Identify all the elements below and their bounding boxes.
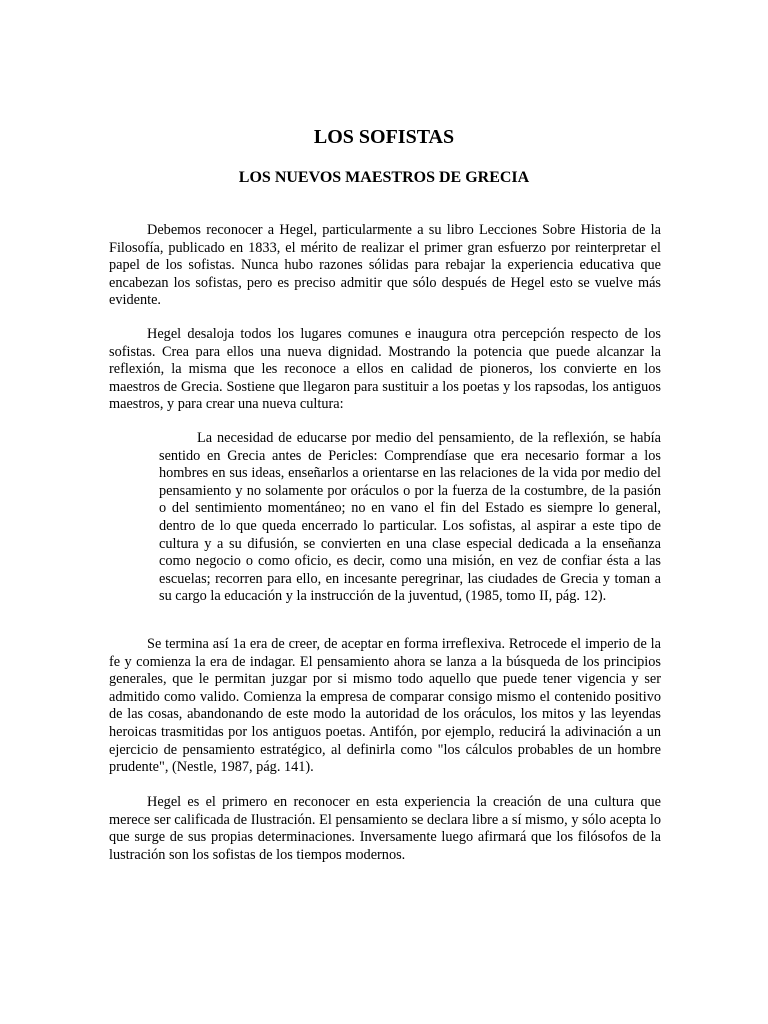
- block-quote: La necesidad de educarse por medio del pensamiento, de la reflexión, se había sentido en Grecia antes de Pericles: Comprendíase que era necesario formar a los hombres en sus ideas, enseñarlos a orientarse en las relaciones de la vida por medio del pensamiento y no solamente por oráculos o por la fuerza de la costumbre, de la pasión o del sentimiento momentáneo; no en vano el fin del Estado es siempre lo general, dentro de lo que queda encerrado lo particular. Los sofistas, al aspirar a este tipo de cultura y a su difusión, se convierten en una clase especial dedicada a la enseñanza como negocio o como oficio, es decir, como una misión, en vez de confiar ésta a las escuelas; recorren para ello, en incesante peregrinar, las ciudades de Grecia y toman a su cargo la educación y la instrucción de la juventud, (1985, tomo II, pág. 12).: [159, 430, 661, 605]
- paragraph-1: Debemos reconocer a Hegel, particularmente a su libro Lecciones Sobre Historia de la Filosofía, publicado en 1833, el mérito de realizar el primer gran esfuerzo por reinterpretar el papel de los sofistas. Nunca hubo razones sólidas para rebajar la experiencia educativa que encabezan los sofistas, pero es preciso admitir que sólo después de Hegel esto se vuelve más evidente.: [109, 222, 661, 309]
- paragraph-2: Hegel desaloja todos los lugares comunes e inaugura otra percepción respecto de los sofistas. Crea para ellos una nueva dignidad. Mostrando la potencia que puede alcanzar la reflexión, la misma que les reconoce a ellos en calidad de pioneros, los convierte en los maestros de Grecia. Sostiene que llegaron para sustituir a los poetas y los rapsodas, los antiguos maestros, y para crear una nueva cultura:: [109, 326, 661, 413]
- document-title: LOS SOFISTAS: [313, 126, 455, 148]
- paragraph-3: Se termina así 1a era de creer, de aceptar en forma irreflexiva. Retrocede el imperio de la fe y comienza la era de indagar. El pensamiento ahora se lanza a la búsqueda de los principios generales, que le permitan juzgar por si mismo todo aquello que puede tener vigencia y ser admitido como valido. Comienza la empresa de comparar consigo mismo el contenido positivo de las cosas, abandonando de este modo la autoridad de los oráculos, los mitos y las leyendas heroicas trasmitidas por los antiguos poetas. Antifón, por ejemplo, reducirá la adivinación a un ejercicio de pensamiento estratégico, al definirla como "los cálculos probables de un hombre prudente", (Nestle, 1987, pág. 141).: [109, 636, 661, 776]
- paragraph-4: Hegel es el primero en reconocer en esta experiencia la creación de una cultura que merece ser calificada de Ilustración. El pensamiento se declara libre a sí mismo, y sólo acepta lo que surge de sus propias determinaciones. Inversamente luego afirmará que los filósofos de la lustración son los sofistas de los tiempos modernos.: [109, 794, 661, 863]
- document-subtitle: LOS NUEVOS MAESTROS DE GRECIA: [238, 169, 530, 186]
